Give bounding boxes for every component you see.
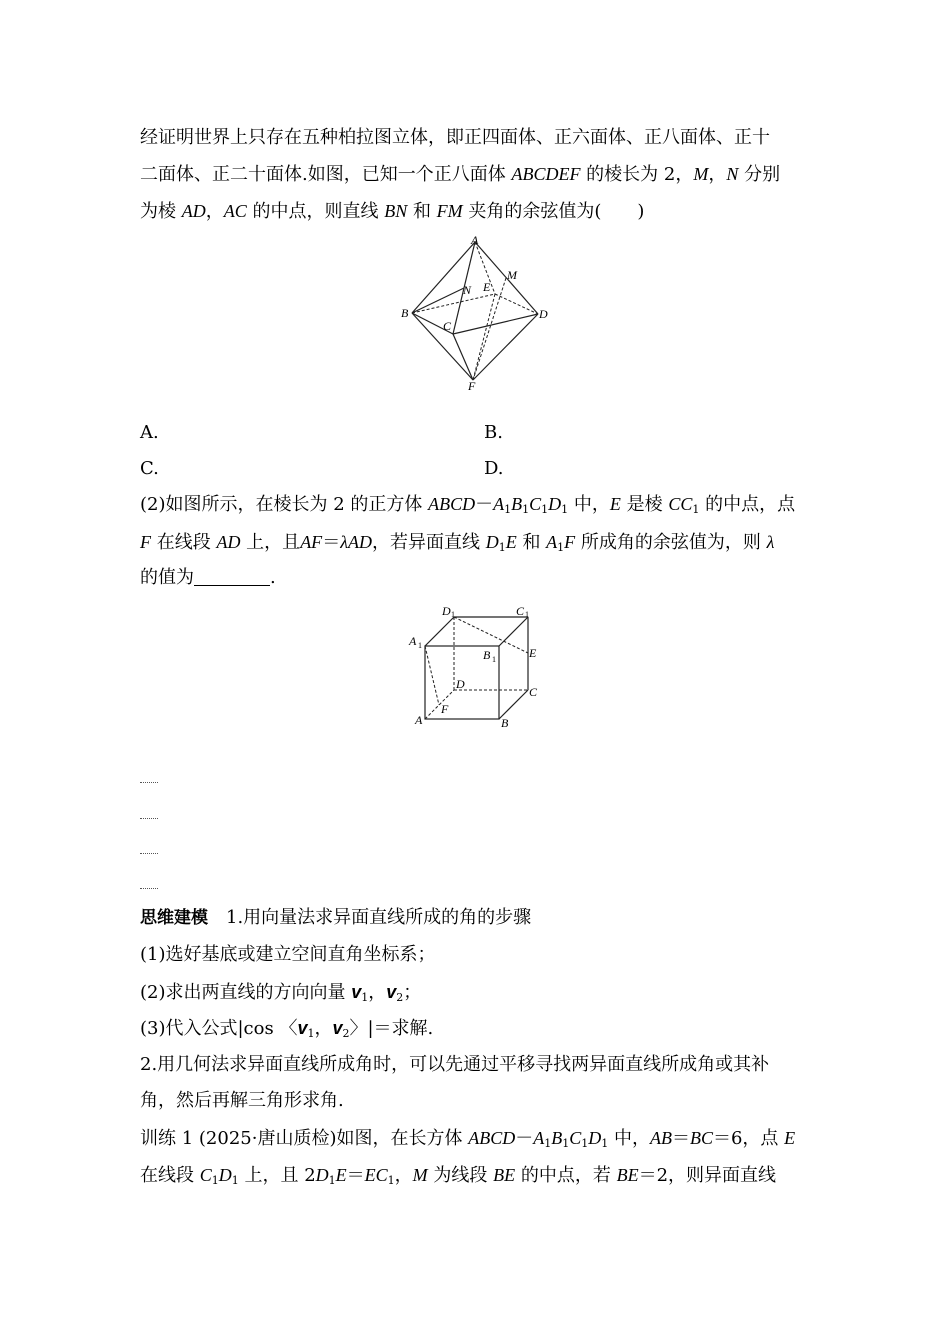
- label-b1: B: [483, 648, 491, 662]
- subscript: 1: [581, 1137, 589, 1150]
- math: BC: [689, 1128, 713, 1148]
- math: ABCD: [428, 494, 476, 514]
- math: ＝: [346, 1165, 365, 1186]
- edge-ab: [412, 242, 475, 313]
- q1-text: ，: [205, 201, 224, 222]
- math: D: [485, 532, 499, 552]
- label-e: E: [483, 280, 491, 294]
- math: BE: [493, 1165, 516, 1185]
- math: A: [533, 1128, 545, 1148]
- label-d1: D: [442, 604, 451, 618]
- math: ABCD: [468, 1128, 516, 1148]
- math: A: [546, 532, 558, 552]
- train-line-1: [140, 1126, 812, 1156]
- option-a[interactable]: A.: [140, 422, 159, 443]
- answer-placeholder: [140, 818, 158, 819]
- model-step-2: [140, 980, 812, 1010]
- math: C: [199, 1165, 212, 1185]
- vector-v: v: [386, 982, 397, 1002]
- q1-text: 分别: [738, 164, 781, 185]
- math: ＝: [671, 1128, 690, 1149]
- train-text: 上，且 2: [238, 1165, 316, 1186]
- math-ad: AD: [181, 201, 206, 221]
- label-b1-sub: 1: [492, 655, 496, 664]
- edge-ad: [425, 690, 454, 719]
- q2-line-2: [140, 530, 812, 560]
- label-c1-sub: 1: [525, 610, 529, 619]
- math: AB: [649, 1128, 672, 1148]
- subscript: 1: [601, 1137, 609, 1150]
- answer-blank[interactable]: [194, 567, 270, 586]
- math: F: [140, 532, 151, 552]
- q1-text: 和: [407, 201, 437, 222]
- octahedron-figure: [395, 232, 555, 392]
- edge-cd: [453, 314, 538, 334]
- model-text: ，: [368, 982, 387, 1003]
- answer-placeholder: [140, 782, 158, 783]
- label-d: D: [539, 307, 548, 321]
- train-text: 训练 1 (2025·唐山质检)如图，在长方体: [140, 1128, 469, 1149]
- subscript: 1: [522, 503, 530, 516]
- subscript: 1: [211, 1174, 219, 1187]
- math: －: [475, 494, 494, 515]
- answer-placeholder: [140, 853, 158, 854]
- label-m: M: [507, 268, 517, 282]
- math: B: [551, 1128, 563, 1148]
- label-b: B: [401, 306, 409, 320]
- segment-d1e: [454, 617, 528, 653]
- q1-line-3: [140, 199, 812, 224]
- edge-a1d1: [425, 617, 454, 646]
- answer-placeholder: [140, 888, 158, 889]
- model-step-1: [140, 943, 812, 967]
- label-a: A: [471, 233, 479, 247]
- model-text: (1)选好基底或建立空间直角坐标系；: [140, 944, 436, 965]
- q1-text: 为棱: [140, 201, 182, 222]
- q2-text: 的中点，点: [699, 494, 796, 515]
- model-text: 角，然后再解三角形求角.: [140, 1090, 344, 1111]
- label-a: A: [415, 713, 423, 727]
- subscript: 1: [504, 503, 512, 516]
- q1-text: 经证明世界上只存在五种柏拉图立体，即正四面体、正六面体、正八面体、正十: [140, 127, 770, 148]
- math-ac: AC: [223, 201, 247, 221]
- subscript: 1: [557, 541, 565, 554]
- math: －: [515, 1128, 534, 1149]
- segment-bn: [412, 288, 464, 313]
- math: B: [511, 494, 523, 514]
- train-text: 的中点，若: [515, 1165, 617, 1186]
- train-text: 在线段: [140, 1165, 200, 1186]
- vector-v: v: [297, 1018, 308, 1038]
- model-text: ；: [403, 982, 422, 1003]
- math: F: [564, 532, 576, 552]
- model-text: (3)代入公式|cos 〈: [140, 1018, 298, 1039]
- model-point-2-cont: [140, 1089, 812, 1113]
- math: EC: [364, 1165, 388, 1185]
- subscript: 1: [328, 1174, 336, 1187]
- model-text: 1.用向量法求异面直线所成的角的步骤: [226, 907, 532, 928]
- q2-text: ，若异面直线: [371, 532, 486, 553]
- math: λAD: [340, 532, 372, 552]
- q2-text: 和: [516, 532, 547, 553]
- edge-df: [473, 314, 538, 380]
- math: E: [784, 1128, 796, 1148]
- q2-text: 的值为: [140, 567, 194, 588]
- edge-ef: [473, 294, 495, 380]
- subscript: 1: [307, 1027, 315, 1040]
- subscript: 1: [541, 503, 549, 516]
- label-e: E: [529, 646, 537, 660]
- label-n: N: [463, 283, 472, 297]
- subscript: 1: [562, 1137, 570, 1150]
- q2-line-1: [140, 492, 812, 522]
- model-text: ，: [314, 1018, 333, 1039]
- math: λ: [766, 532, 775, 552]
- math-fm: FM: [436, 201, 463, 221]
- subscript: 1: [498, 541, 506, 554]
- model-step-3: [140, 1016, 812, 1046]
- q2-line-3: [140, 566, 812, 590]
- math: A: [493, 494, 505, 514]
- q1-text: 二面体、正二十面体.如图，已知一个正八面体: [140, 164, 512, 185]
- edge-b1c1: [499, 617, 528, 646]
- math: E: [609, 494, 621, 514]
- train-text: ＝6，点: [712, 1128, 785, 1149]
- q1-line-2: [140, 162, 812, 187]
- math: C: [529, 494, 542, 514]
- math: D: [548, 494, 562, 514]
- option-d[interactable]: D.: [484, 458, 504, 479]
- train-text: 为线段: [427, 1165, 494, 1186]
- subscript: 1: [231, 1174, 239, 1187]
- option-c[interactable]: C.: [140, 458, 159, 479]
- q2-text: .: [270, 567, 276, 588]
- q2-text: 中，: [568, 494, 610, 515]
- train-line-2: [140, 1163, 812, 1193]
- vector-v: v: [351, 982, 362, 1002]
- model-point-2: [140, 1053, 812, 1077]
- q1-text: 夹角的余弦值为( ): [462, 201, 645, 222]
- subscript: 1: [387, 1174, 395, 1187]
- subscript: 1: [361, 991, 369, 1004]
- q1-text: 的中点，则直线: [246, 201, 385, 222]
- label-c: C: [529, 685, 538, 699]
- math: BE: [616, 1165, 639, 1185]
- subscript: 1: [692, 503, 700, 516]
- q2-text: 在线段: [151, 532, 217, 553]
- math: AD: [216, 532, 241, 552]
- label-f: F: [441, 702, 449, 716]
- edge-cf: [453, 334, 473, 380]
- math-bn: BN: [384, 201, 408, 221]
- edge-ed: [495, 294, 538, 314]
- model-text: 2.用几何法求异面直线所成角时，可以先通过平移寻找两异面直线所成角或其补: [140, 1054, 770, 1075]
- model-title: 思维建模: [140, 908, 208, 928]
- edge-be: [412, 294, 495, 313]
- math: AF: [300, 532, 323, 552]
- subscript: 1: [561, 503, 569, 516]
- math: D: [315, 1165, 329, 1185]
- train-text: ＝2，则异面直线: [638, 1165, 777, 1186]
- model-text: (2)求出两直线的方向向量: [140, 982, 352, 1003]
- subscript: 1: [544, 1137, 552, 1150]
- math: E: [335, 1165, 347, 1185]
- label-a1: A: [409, 634, 417, 648]
- label-c: C: [443, 319, 452, 333]
- math-abcdef: ABCDEF: [511, 164, 581, 184]
- q2-text: 所成角的余弦值为，则: [575, 532, 767, 553]
- q1-line-1: [140, 126, 812, 150]
- model-text: 〉|＝求解.: [349, 1018, 434, 1039]
- math: E: [505, 532, 517, 552]
- segment-a1f: [425, 646, 439, 705]
- math: CC: [668, 494, 693, 514]
- math: M: [412, 1165, 428, 1185]
- vector-v: v: [332, 1018, 343, 1038]
- math-m: M: [693, 164, 709, 184]
- cube-figure: [405, 600, 555, 735]
- math: D: [218, 1165, 232, 1185]
- subscript: 2: [342, 1027, 350, 1040]
- label-b: B: [501, 716, 509, 730]
- train-text: ，: [394, 1165, 413, 1186]
- label-d1-sub: 1: [451, 610, 455, 619]
- math: C: [569, 1128, 582, 1148]
- label-d: D: [456, 677, 465, 691]
- subscript: 2: [396, 991, 404, 1004]
- label-c1: C: [516, 604, 525, 618]
- q2-text: (2)如图所示，在棱长为 2 的正方体: [140, 494, 429, 515]
- q1-text: 的棱长为 2，: [580, 164, 694, 185]
- model-heading: [140, 906, 812, 930]
- option-b[interactable]: B.: [484, 422, 503, 443]
- math-n: N: [726, 164, 739, 184]
- label-f: F: [468, 379, 476, 392]
- math: D: [588, 1128, 602, 1148]
- q2-text: 上，且: [240, 532, 301, 553]
- math: ＝: [322, 532, 341, 553]
- label-a1-sub: 1: [418, 641, 422, 650]
- edge-bc: [499, 690, 528, 719]
- q1-text: ，: [708, 164, 727, 185]
- q2-text: 是棱: [620, 494, 669, 515]
- train-text: 中，: [608, 1128, 650, 1149]
